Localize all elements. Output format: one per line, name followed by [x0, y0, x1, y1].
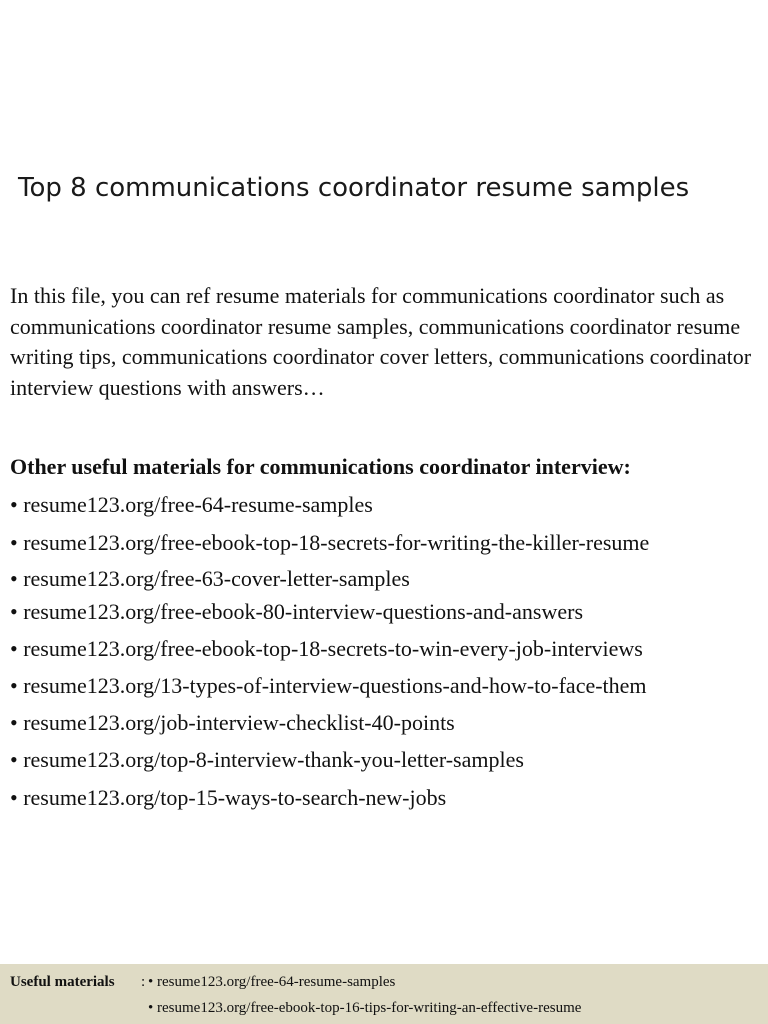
materials-link-ways-to-search-jobs[interactable]: • resume123.org/top-15-ways-to-search-new-jobs — [10, 785, 447, 810]
materials-link-63-cover-letter-samples[interactable]: • resume123.org/free-63-cover-letter-samples — [10, 566, 410, 591]
footer-colon: : — [141, 974, 146, 990]
footer-bar — [0, 964, 768, 1024]
materials-link-ebook-80-interview-questions[interactable]: • resume123.org/free-ebook-80-interview-questions-and-answers — [10, 599, 583, 624]
page-title: Top 8 communications coordinator resume samples — [18, 173, 690, 203]
materials-link-free-64-resume-samples[interactable]: • resume123.org/free-64-resume-samples — [10, 492, 373, 517]
intro-paragraph: In this file, you can ref resume materials for communications coordinator such as communications coordinator resume samples, communications coordinator resume writing tips, communications coordinator cover letters, communications coordinator interview questions with answers… — [10, 283, 752, 400]
materials-link-interview-checklist[interactable]: • resume123.org/job-interview-checklist-40-points — [10, 710, 455, 735]
materials-link-13-types-interview-questions[interactable]: • resume123.org/13-types-of-interview-questions-and-how-to-face-them — [10, 673, 647, 698]
footer-link-free-64-resume-samples[interactable]: • resume123.org/free-64-resume-samples — [148, 974, 396, 990]
materials-link-ebook-18-secrets-resume[interactable]: • resume123.org/free-ebook-top-18-secrets-for-writing-the-killer-resume — [10, 530, 650, 555]
footer-label: Useful materials — [10, 974, 115, 990]
materials-link-ebook-18-secrets-interviews[interactable]: • resume123.org/free-ebook-top-18-secrets-to-win-every-job-interviews — [10, 636, 643, 661]
materials-heading: Other useful materials for communications coordinator interview: — [10, 454, 631, 479]
footer-link-ebook-16-tips-resume[interactable]: • resume123.org/free-ebook-top-16-tips-for-writing-an-effective-resume — [148, 1000, 582, 1016]
materials-link-thank-you-letter-samples[interactable]: • resume123.org/top-8-interview-thank-you-letter-samples — [10, 747, 524, 772]
